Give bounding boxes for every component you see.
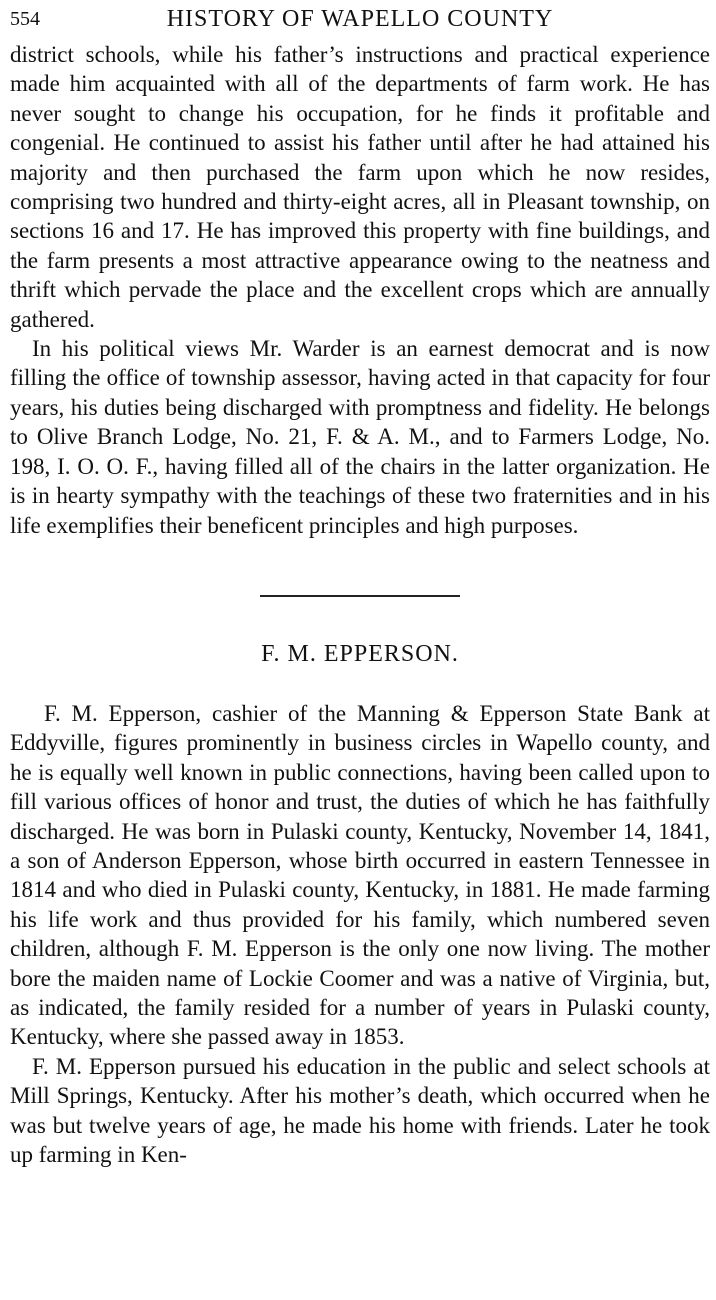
section-divider-rule: [260, 595, 460, 597]
section-epperson: [10, 699, 710, 1170]
paragraph-epperson-biography: F. M. Epperson, cashier of the Manning & Epperson State Bank at Eddyville, figures prominently in business circles in Wapello county, and he is equally well known in public connections, having been called upon to fill various offices of honor and trust, the duties of which he has faithfully discharged. He was born in Pulaski county, Kentucky, November 14, 1841, a son of Anderson Epperson, whose birth occurred in eastern Tennessee in 1814 and who died in Pulaski county, Kentucky, in 1881. He made farming his life work and thus provided for his family, which numbered seven children, although F. M. Epperson is the only one now living. The mother bore the maiden name of Lockie Coomer and was a native of Virginia, but, as indicated, the family resided for a number of years in Pulaski county, Kentucky, where she passed away in 1853.: [10, 700, 710, 1050]
page-number: 554: [10, 8, 40, 30]
running-head: [10, 0, 710, 40]
paragraph-political-views: In his political views Mr. Warder is an earnest democrat and is now filling the office of township assessor, having acted in that capacity for four years, his duties being discharged with promptness and fidelity. He belongs to Olive Branch Lodge, No. 21, F. & A. M., and to Farmers Lodge, No. 198, I. O. O. F., having filled all of the chairs in the latter organization. He is in hearty sympathy with the teachings of these two fraternities and in his life exemplifies their beneficent principles and high purposes.: [10, 336, 710, 538]
paragraph-epperson-education: F. M. Epperson pursued his education in the public and select schools at Mill Springs, Kentucky. After his mother’s death, which occurred when he was but twelve years of age, he made his home with friends. Later he took up farming in Ken-: [10, 1053, 710, 1167]
running-title: HISTORY OF WAPELLO COUNTY: [166, 6, 554, 32]
section-warder-continued: [10, 40, 710, 540]
section-heading-epperson: F. M. EPPERSON.: [261, 640, 459, 667]
book-page: [10, 0, 710, 1169]
paragraph-farm-work: district schools, while his father’s instructions and practical experience made him acquainted with all of the departments of farm work. He has never sought to change his occupation, for he finds it profitable and congenial. He continued to assist his father until after he had attained his majority and then purchased the farm upon which he now resides, comprising two hundred and thirty-eight acres, all in Pleasant township, on sections 16 and 17. He has improved this property with fine buildings, and the farm presents a most attractive appearance owing to the neatness and thrift which pervade the place and the excellent crops which are annually gathered.: [10, 42, 710, 332]
